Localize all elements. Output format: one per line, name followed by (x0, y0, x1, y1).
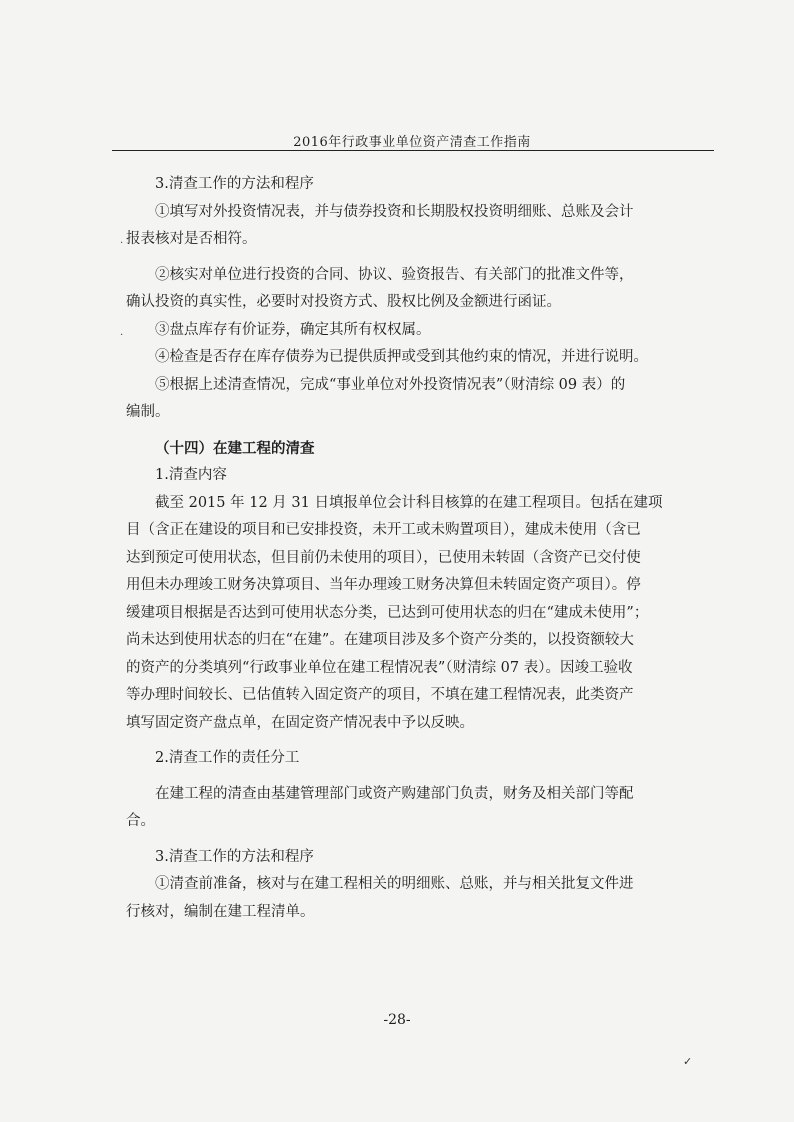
subheading-methods: 3.清查工作的方法和程序 (155, 176, 314, 192)
text-line: 等办理时间较长、已估值转入固定资产的项目，不填在建工程情况表，此类资产 (126, 687, 634, 703)
text-line: 合。 (126, 813, 155, 829)
text-line: 的资产的分类填列“行政事业单位在建工程情况表”（财清综 07 表）。因竣工验收 (126, 659, 633, 676)
page-body (126, 171, 726, 926)
text-line: 填写固定资产盘点单，在固定资产情况表中予以反映。 (126, 714, 474, 731)
text-line: 编制。 (126, 404, 170, 420)
text-line: 报表核对是否相符。 (126, 231, 257, 247)
subheading-duties: 2.清查工作的责任分工 (155, 750, 300, 766)
subheading-content: 1.清查内容 (155, 467, 227, 483)
text-line: ②核实对单位进行投资的合同、协议、验资报告、有关部门的批准文件等， (155, 266, 634, 283)
text-line: ①清查前准备，核对与在建工程相关的明细账、总账，并与相关批复文件进 (155, 876, 634, 892)
scan-speck: · (120, 330, 124, 341)
header-rule (112, 150, 714, 151)
text-line: 截至 2015 年 12 月 31 日填报单位会计科目核算的在建工程项目。包括在建项 (155, 494, 663, 511)
text-line: 用但未办理竣工财务决算项目、当年办理竣工财务决算但未转固定资产项目）。停 (126, 577, 641, 593)
text-line: ③盘点库存有价证券，确定其所有权权属。 (155, 321, 431, 338)
text-line: ④检查是否存在库存债券为已提供质押或受到其他约束的情况，并进行说明。 (155, 349, 648, 365)
subheading-methods-2: 3.清查工作的方法和程序 (155, 848, 314, 865)
text-line: 达到预定可使用状态，但目前仍未使用的项目），已使用未转固（含资产已交付使 (126, 549, 641, 566)
running-header: 2016年行政事业单位资产清查工作指南 (293, 135, 531, 150)
page-number: -28- (383, 1012, 411, 1028)
section-heading: （十四）在建工程的清查 (155, 439, 315, 457)
scan-mark: ✓ (683, 1055, 693, 1068)
text-line: 尚未达到使用状态的归在“在建”。在建项目涉及多个资产分类的，以投资额较大 (126, 632, 634, 648)
text-line: 行核对，编制在建工程清单。 (126, 903, 315, 920)
text-line: 确认投资的真实性，必要时对投资方式、股权比例及金额进行函证。 (126, 294, 561, 310)
text-line: 缓建项目根据是否达到可使用状态分类，已达到可使用状态的归在“建成未使用”； (126, 604, 649, 621)
text-line: ①填写对外投资情况表，并与债券投资和长期股权投资明细账、总账及会计 (155, 203, 634, 220)
text-line: 在建工程的清查由基建管理部门或资产购建部门负责，财务及相关部门等配 (155, 785, 634, 802)
text-line: 目（含正在建设的项目和已安排投资，未开工或未购置项目），建成未使用（含已 (126, 522, 641, 538)
scan-speck: · (120, 238, 124, 249)
text-line: ⑤根据上述清查情况，完成“事业单位对外投资情况表”（财清综 09 表）的 (155, 376, 626, 393)
